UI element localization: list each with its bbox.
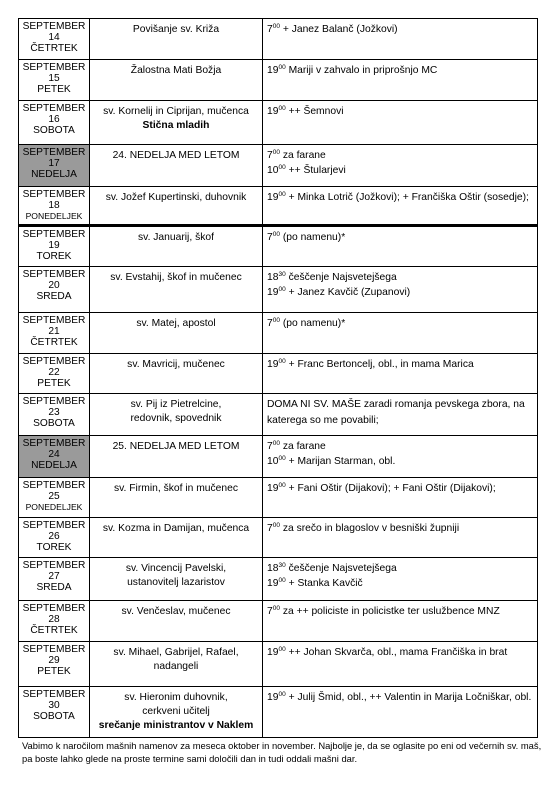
month-label: SEPTEMBER — [22, 21, 86, 32]
feast-cell — [90, 267, 263, 312]
day-number: 16 — [48, 114, 60, 125]
feast-line: sv. Evstahij, škof in mučenec — [110, 272, 242, 283]
day-number: 21 — [48, 326, 60, 337]
mass-intentions-cell — [263, 145, 537, 186]
mass-minutes: 00 — [272, 440, 280, 447]
mass-entry — [267, 481, 537, 496]
mass-hour: 7 — [267, 441, 273, 452]
feast-cell — [90, 394, 263, 435]
date-cell — [19, 187, 90, 224]
mass-entry — [267, 604, 537, 619]
feast-line: sv. Kozma in Damijan, mučenca — [102, 523, 250, 534]
mass-intention-text: ++ Šemnovi — [285, 106, 344, 117]
date-cell — [19, 267, 90, 312]
mass-hour: 19 — [267, 483, 279, 494]
date-cell — [19, 642, 90, 686]
feast-line: sv. Venčeslav, mučenec — [121, 606, 231, 617]
schedule-row — [18, 145, 538, 187]
day-number: 28 — [48, 614, 60, 625]
mass-intentions-cell — [263, 60, 537, 100]
weekday-label: PONEDELJEK — [25, 502, 83, 512]
mass-minutes: 00 — [272, 605, 280, 612]
mass-entry — [267, 270, 537, 285]
day-number: 26 — [48, 531, 60, 542]
mass-intention-text: + Julij Šmid, obl., ++ Valentin in Marija Ločniškar, obl. — [285, 692, 532, 703]
day-number: 19 — [48, 240, 60, 251]
mass-entry — [267, 521, 537, 536]
feast-cell — [90, 518, 263, 557]
mass-hour: 19 — [267, 106, 279, 117]
feast-cell — [90, 187, 263, 224]
mass-entry — [267, 104, 537, 119]
feast-line: sv. Mavricij, mučenec — [127, 359, 225, 370]
mass-hour: 7 — [267, 232, 273, 243]
schedule-row — [18, 558, 538, 601]
feast-cell — [90, 313, 263, 353]
feast-line: 24. NEDELJA MED LETOM — [112, 150, 240, 161]
mass-entry — [267, 561, 537, 576]
weekday-label: PETEK — [37, 84, 71, 95]
feast-line: sv. Pij iz Pietrelcine, — [130, 399, 222, 410]
date-cell — [19, 687, 90, 737]
weekday-label: SOBOTA — [33, 418, 75, 429]
month-label: SEPTEMBER — [22, 560, 86, 571]
feast-cell — [90, 19, 263, 59]
weekday-label: SOBOTA — [33, 125, 75, 136]
feast-event: Stična mladih — [142, 120, 210, 131]
day-number: 30 — [48, 700, 60, 711]
month-label: SEPTEMBER — [22, 103, 86, 114]
mass-intentions-cell — [263, 642, 537, 686]
mass-entry — [267, 690, 537, 705]
mass-minutes: 00 — [272, 317, 280, 324]
mass-hour: 18 — [267, 272, 279, 283]
mass-intentions-cell — [263, 558, 537, 600]
date-cell — [19, 478, 90, 517]
mass-hour: 19 — [267, 692, 279, 703]
weekday-label: PETEK — [37, 666, 71, 677]
month-label: SEPTEMBER — [22, 62, 86, 73]
date-cell — [19, 558, 90, 600]
feast-line: sv. Kornelij in Ciprijan, mučenca — [103, 106, 249, 117]
mass-intention-text: (po namenu)* — [279, 232, 346, 243]
mass-minutes: 00 — [278, 164, 286, 171]
weekday-label: ČETRTEK — [30, 337, 78, 348]
date-cell — [19, 101, 90, 144]
mass-hour: 19 — [267, 287, 279, 298]
mass-hour: 7 — [267, 150, 273, 161]
day-number: 25 — [48, 491, 60, 502]
schedule-row — [18, 227, 538, 267]
month-label: SEPTEMBER — [22, 189, 86, 200]
mass-intention-text: Mariji v zahvalo in priprošnjo MC — [285, 65, 438, 76]
mass-intention-text: za srečo in blagoslov v besniški župniji — [279, 523, 460, 534]
mass-entry — [267, 645, 537, 660]
schedule-row — [18, 18, 538, 60]
mass-intention-text: za farane — [279, 441, 326, 452]
mass-entry — [267, 285, 537, 300]
mass-intentions-cell — [263, 478, 537, 517]
mass-intentions-cell — [263, 354, 537, 393]
schedule-row — [18, 267, 538, 313]
weekday-label: SREDA — [36, 582, 72, 593]
mass-intentions-cell — [263, 601, 537, 641]
feast-cell — [90, 478, 263, 517]
month-label: SEPTEMBER — [22, 356, 86, 367]
mass-intentions-cell — [263, 267, 537, 312]
mass-minutes: 00 — [278, 358, 286, 365]
mass-intention-text: češčenje Najsvetejšega — [285, 563, 397, 574]
date-cell — [19, 227, 90, 266]
month-label: SEPTEMBER — [22, 229, 86, 240]
weekday-label: ČETRTEK — [30, 43, 78, 54]
mass-intention-text: + Stanka Kavčič — [285, 578, 363, 589]
feast-line: ustanovitelj lazaristov — [127, 577, 225, 588]
feast-cell — [90, 227, 263, 266]
schedule-row — [18, 478, 538, 518]
schedule-row — [18, 394, 538, 436]
feast-line: sv. Januarij, škof — [138, 232, 214, 243]
schedule-row — [18, 313, 538, 354]
weekday-label: ČETRTEK — [30, 625, 78, 636]
feast-cell — [90, 354, 263, 393]
mass-intention-text: + Marijan Starman, obl. — [285, 456, 396, 467]
mass-minutes: 00 — [278, 455, 286, 462]
schedule-row — [18, 642, 538, 687]
feast-cell — [90, 687, 263, 737]
mass-intention-text: za farane — [279, 150, 326, 161]
schedule-row — [18, 601, 538, 642]
date-cell — [19, 518, 90, 557]
mass-entry — [267, 63, 537, 78]
mass-intentions-cell — [263, 518, 537, 557]
mass-entry — [267, 576, 537, 591]
feast-line: sv. Matej, apostol — [136, 318, 216, 329]
day-number: 24 — [48, 449, 60, 460]
mass-minutes: 30 — [278, 271, 286, 278]
mass-entry — [267, 316, 537, 331]
date-cell — [19, 436, 90, 477]
date-cell — [19, 60, 90, 100]
date-cell — [19, 601, 90, 641]
footer-note: Vabimo k naročilom mašnih namenov za meseca oktober in november. Najbolje je, da se oglasite po eni od večernih sv. maš, pa boste lahko glede na proste termine sami določili dan in tudi oddali mašni dar. — [22, 740, 542, 764]
date-cell — [19, 313, 90, 353]
mass-hour: 7 — [267, 606, 273, 617]
mass-intention-text: češčenje Najsvetejšega — [285, 272, 397, 283]
mass-minutes: 00 — [278, 286, 286, 293]
mass-minutes: 00 — [272, 23, 280, 30]
feast-cell — [90, 145, 263, 186]
mass-intentions-cell — [263, 187, 537, 224]
mass-hour: 19 — [267, 647, 279, 658]
day-number: 15 — [48, 73, 60, 84]
mass-minutes: 30 — [278, 562, 286, 569]
mass-schedule-table — [18, 18, 538, 738]
feast-line: Povišanje sv. Križa — [132, 24, 220, 35]
mass-entry — [267, 454, 537, 469]
month-label: SEPTEMBER — [22, 480, 86, 491]
feast-cell — [90, 436, 263, 477]
mass-entry — [267, 163, 537, 178]
feast-line: sv. Jožef Kupertinski, duhovnik — [105, 192, 247, 203]
feast-cell — [90, 558, 263, 600]
feast-line: sv. Vincencij Pavelski, — [125, 563, 227, 574]
mass-minutes: 00 — [278, 64, 286, 71]
day-number: 29 — [48, 655, 60, 666]
mass-entry — [267, 22, 537, 37]
mass-intentions-cell — [263, 687, 537, 737]
weekday-label: PONEDELJEK — [25, 211, 83, 221]
mass-intention-text: ++ Johan Skvarča, obl., mama Frančiška in brat — [285, 647, 508, 658]
mass-hour: 7 — [267, 318, 273, 329]
feast-line: sv. Hieronim duhovnik, — [124, 692, 228, 703]
mass-hour: 10 — [267, 165, 279, 176]
mass-intentions-cell — [263, 394, 537, 435]
mass-intention-text: + Franc Bertoncelj, obl., in mama Marica — [285, 359, 474, 370]
mass-entry — [267, 439, 537, 454]
day-number: 22 — [48, 367, 60, 378]
month-label: SEPTEMBER — [22, 689, 86, 700]
mass-minutes: 00 — [272, 231, 280, 238]
mass-hour: 7 — [267, 523, 273, 534]
day-number: 20 — [48, 280, 60, 291]
mass-minutes: 00 — [278, 482, 286, 489]
feast-line: Žalostna Mati Božja — [130, 65, 222, 76]
schedule-row — [18, 187, 538, 227]
feast-cell — [90, 60, 263, 100]
month-label: SEPTEMBER — [22, 396, 86, 407]
mass-minutes: 00 — [272, 149, 280, 156]
weekday-label: PETEK — [37, 378, 71, 389]
feast-cell — [90, 601, 263, 641]
mass-intention-text: (po namenu)* — [279, 318, 346, 329]
feast-line: 25. NEDELJA MED LETOM — [112, 441, 240, 452]
month-label: SEPTEMBER — [22, 438, 86, 449]
mass-minutes: 00 — [278, 105, 286, 112]
schedule-row — [18, 436, 538, 478]
feast-cell — [90, 642, 263, 686]
feast-line: nadangeli — [153, 661, 199, 672]
weekday-label: NEDELJA — [31, 460, 77, 471]
mass-hour: 19 — [267, 65, 279, 76]
mass-minutes: 00 — [278, 191, 286, 198]
weekday-label: TOREK — [36, 542, 72, 553]
schedule-row — [18, 60, 538, 101]
day-number: 14 — [48, 32, 60, 43]
weekday-label: TOREK — [36, 251, 72, 262]
mass-minutes: 00 — [278, 691, 286, 698]
schedule-row — [18, 518, 538, 558]
mass-intentions-cell — [263, 313, 537, 353]
feast-line: redovnik, spovednik — [130, 413, 222, 424]
day-number: 23 — [48, 407, 60, 418]
mass-intention-text: + Janez Kavčič (Zupanovi) — [285, 287, 411, 298]
mass-entry — [267, 397, 537, 429]
mass-hour: 10 — [267, 456, 279, 467]
mass-intention-text: + Minka Lotrič (Jožkovi); + Frančiška Oštir (sosedje); — [285, 192, 529, 203]
date-cell — [19, 354, 90, 393]
date-cell — [19, 145, 90, 186]
mass-intentions-cell — [263, 436, 537, 477]
mass-minutes: 00 — [272, 522, 280, 529]
mass-intention-text: ++ Štularjevi — [285, 165, 346, 176]
mass-hour: 18 — [267, 563, 279, 574]
feast-cell — [90, 101, 263, 144]
mass-intentions-cell — [263, 101, 537, 144]
mass-entry — [267, 357, 537, 372]
weekday-label: NEDELJA — [31, 169, 77, 180]
mass-minutes: 00 — [278, 646, 286, 653]
month-label: SEPTEMBER — [22, 520, 86, 531]
schedule-row — [18, 687, 538, 738]
month-label: SEPTEMBER — [22, 269, 86, 280]
month-label: SEPTEMBER — [22, 644, 86, 655]
date-cell — [19, 394, 90, 435]
date-cell — [19, 19, 90, 59]
mass-intentions-cell — [263, 19, 537, 59]
mass-hour: 19 — [267, 192, 279, 203]
mass-intention-text: + Fani Oštir (Dijakovi); + Fani Oštir (Dijakovi); — [285, 483, 496, 494]
feast-line: sv. Firmin, škof in mučenec — [114, 483, 238, 494]
mass-hour: 19 — [267, 578, 279, 589]
weekday-label: SREDA — [36, 291, 72, 302]
mass-minutes: 00 — [278, 577, 286, 584]
mass-entry — [267, 230, 537, 245]
mass-intention-text: DOMA NI SV. MAŠE zaradi romanja pevskega zbora, na katerega so me povabili; — [267, 399, 525, 426]
mass-hour: 7 — [267, 24, 273, 35]
month-label: SEPTEMBER — [22, 315, 86, 326]
day-number: 18 — [48, 200, 60, 211]
day-number: 17 — [48, 158, 60, 169]
schedule-row — [18, 354, 538, 394]
mass-intentions-cell — [263, 227, 537, 266]
feast-event: srečanje ministrantov v Naklem — [98, 720, 254, 731]
feast-line: sv. Mihael, Gabrijel, Rafael, — [113, 647, 239, 658]
mass-intention-text: za ++ policiste in policistke ter uslužbence MNZ — [279, 606, 500, 617]
mass-intention-text: + Janez Balanč (Jožkovi) — [279, 24, 398, 35]
month-label: SEPTEMBER — [22, 147, 86, 158]
mass-entry — [267, 148, 537, 163]
mass-entry — [267, 190, 537, 205]
mass-hour: 19 — [267, 359, 279, 370]
day-number: 27 — [48, 571, 60, 582]
schedule-row — [18, 101, 538, 145]
month-label: SEPTEMBER — [22, 603, 86, 614]
feast-line: cerkveni učitelj — [142, 706, 210, 717]
weekday-label: SOBOTA — [33, 711, 75, 722]
